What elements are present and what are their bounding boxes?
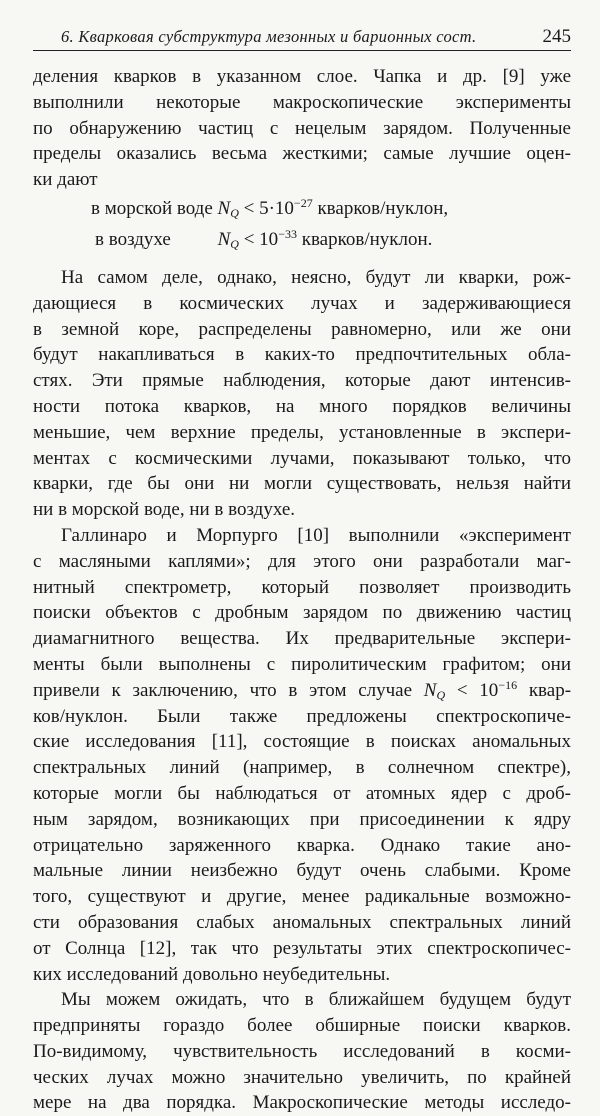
text-line: На самом деле, однако, неясно, будут ли кварки, рож- (61, 266, 571, 288)
text-line: спектральных линий (например, в солнечном спектре), (33, 757, 571, 779)
formula-relation: < 10 (456, 679, 499, 701)
text-line: ческих лучах можно значительно увеличить, по крайней (33, 1066, 571, 1088)
formula-exponent: −33 (278, 226, 297, 241)
text-line: с масляными каплями»; для этого они разработали маг- (33, 550, 571, 572)
text-line: будут накапливаться в каких-то предпочтительных обла- (33, 344, 571, 366)
text-line: которые могли бы наблюдаться от атомных ядер с дроб- (33, 782, 571, 804)
formula-text: квар- (528, 679, 572, 701)
chapter-title: 6. Кварковая субструктура мезонных и барионных сост. (61, 27, 477, 46)
paragraph-2 (33, 265, 571, 523)
formula-sea-water (33, 193, 571, 224)
paragraph-4 (33, 987, 571, 1116)
text-line: менты были выполнены с пиролитическим графитом; они (33, 653, 571, 675)
paragraph-3 (33, 523, 571, 987)
text-line: ские исследования [11], состоящие в поисках аномальных (33, 731, 571, 753)
formula-text: привели к заключению, что в этом случае (33, 679, 413, 701)
text-line: стях. Эти прямые наблюдения, которые дают интенсив- (33, 370, 571, 392)
formula-air (33, 224, 571, 255)
text-line: выполнили некоторые макроскопические эксперименты (33, 91, 571, 113)
text-line: ным зарядом, возникающих при присоединении к ядру (33, 808, 571, 830)
formula-label: в воздухе (95, 228, 171, 250)
text-line: ности потока кварков, на много порядков величины (33, 395, 571, 417)
text-line: в земной коре, распределены равномерно, или же они (33, 318, 571, 340)
formula-exponent: −27 (293, 195, 313, 210)
text-line: от Солнца [12], так что результаты этих спектроскопичес- (33, 937, 571, 959)
formula-subscript: Q (230, 205, 239, 220)
formula-symbol: N (217, 197, 231, 219)
text-line: дающиеся в космических лучах и задерживающиеся (33, 292, 571, 314)
text-line: мере на два порядка. Макроскопические методы исследо- (33, 1092, 571, 1114)
text-line: мальные линии неизбежно будут очень слабыми. Кроме (33, 860, 571, 882)
formula-relation: < 10 (243, 228, 279, 250)
text-line: Галлинаро и Морпурго [10] выполнили «эксперимент (61, 524, 571, 546)
text-line: пределы оказались весьма жесткими; самые лучшие оцен- (33, 143, 571, 165)
formula-subscript: Q (230, 236, 239, 251)
text-line: поиски объектов с дробным зарядом по движению частиц (33, 602, 571, 624)
text-line: ни в морской воде, ни в воздухе. (33, 499, 296, 521)
formula-label: в морской воде (91, 197, 213, 219)
inline-formula-line (33, 678, 571, 704)
text-line: нитный спектрометр, который позволяет производить (33, 576, 571, 598)
text-line: меньшие, чем верхние пределы, установленные в экспери- (33, 421, 571, 443)
text-line: ки дают (33, 169, 98, 191)
paragraph-1 (33, 64, 571, 193)
formula-subscript: Q (436, 687, 446, 702)
text-line: по обнаружению частиц с нецелым зарядом. Полученные (33, 117, 571, 139)
text-line: По-видимому, чувствительность исследований в косми- (33, 1040, 571, 1062)
text-line: диамагнитного вещества. Их предварительные экспери- (33, 628, 571, 650)
formula-symbol: N (423, 679, 437, 701)
text-line: отрицательно заряженного кварка. Однако такие ано- (33, 834, 571, 856)
page-number: 245 (542, 26, 571, 47)
text-line: Мы можем ожидать, что в ближайшем будущем будут (61, 989, 571, 1011)
formula-unit: кварков/нуклон, (317, 197, 449, 219)
text-line: ков/нуклон. Были также предложены спектроскопиче- (33, 705, 571, 727)
formula-symbol: N (217, 228, 231, 250)
text-line: сти образования слабых аномальных спектральных линий (33, 911, 571, 933)
text-line: деления кварков в указанном слое. Чапка и др. [9] уже (33, 66, 571, 87)
formula-unit: кварков/нуклон. (301, 228, 433, 250)
text-line: того, существуют и другие, менее радикальные возможно- (33, 886, 571, 908)
running-head (33, 22, 571, 51)
text-line: ментах с космическими лучами, показывают только, что (33, 447, 571, 469)
text-line: предприняты гораздо более обширные поиски кварков. (33, 1015, 571, 1037)
formula-exponent: −16 (498, 677, 518, 692)
formula-relation: < 5·10 (243, 197, 294, 219)
body-text (33, 64, 571, 1116)
text-line: кварки, где бы они ни могли существовать, нельзя найти (33, 473, 571, 495)
text-line: ких исследований довольно неубедительны. (33, 963, 391, 985)
